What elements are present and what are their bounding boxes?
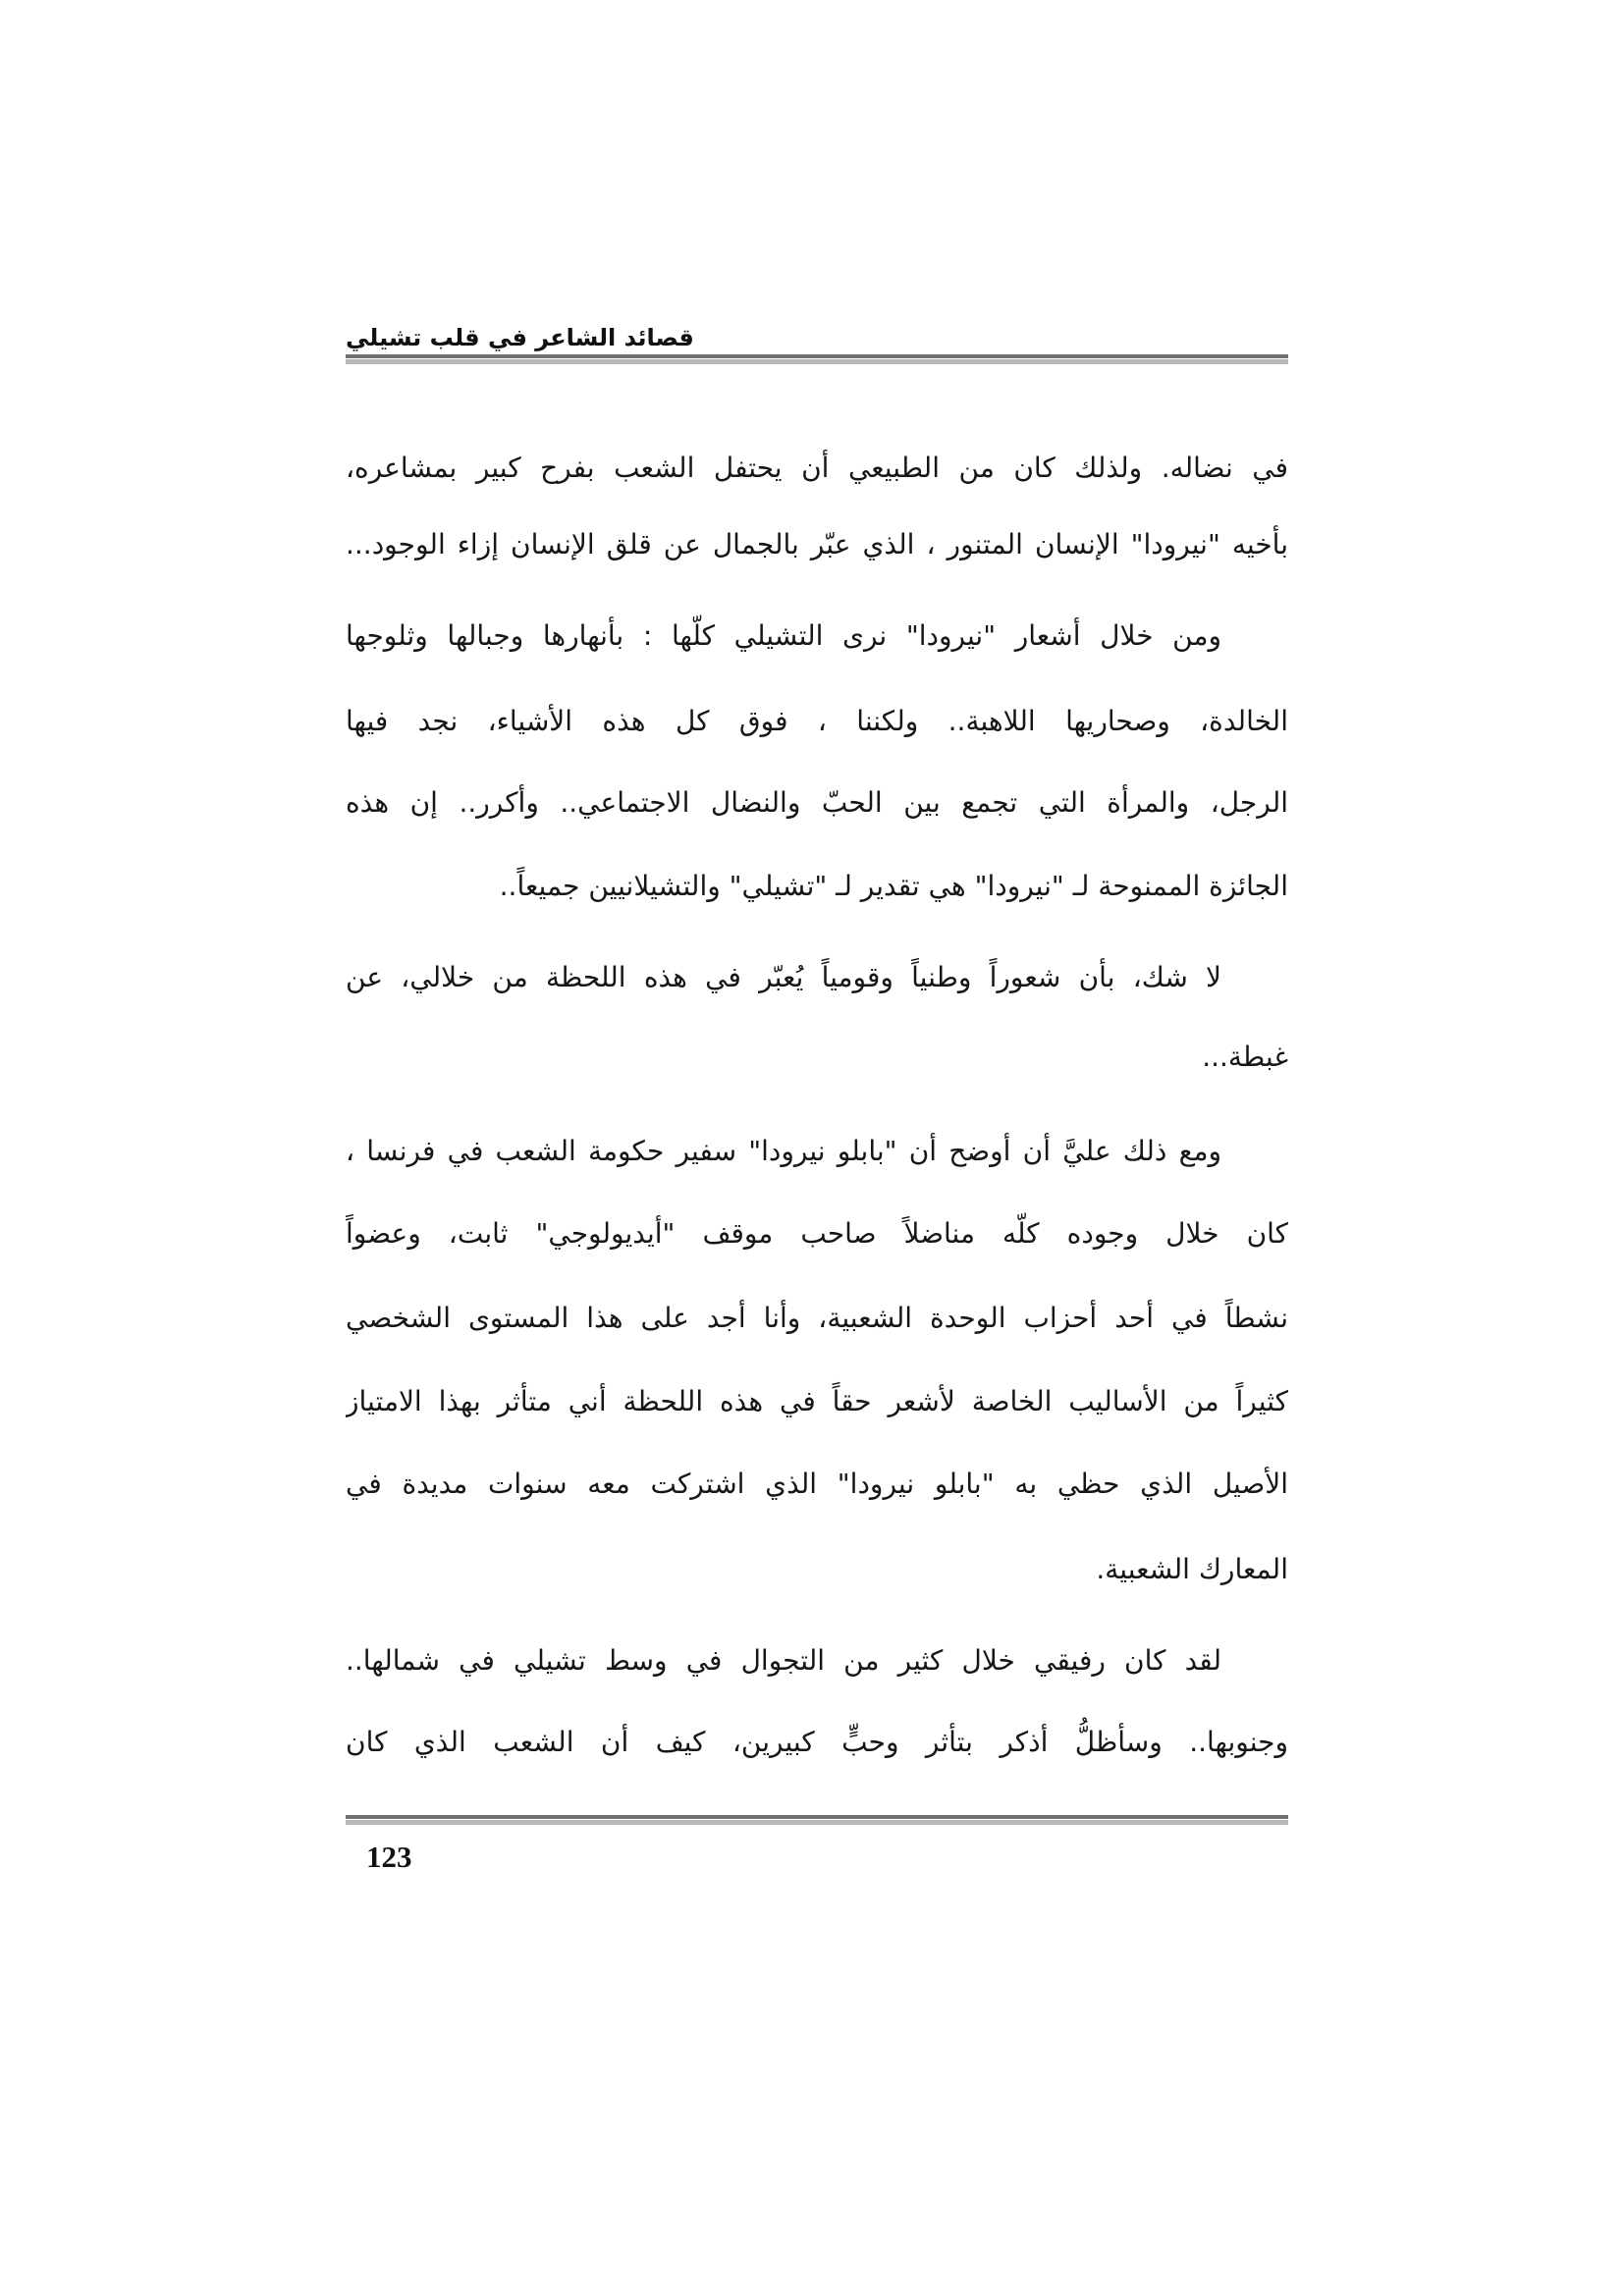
text-line: كان خلال وجوده كلّه مناضلاً صاحب موقف "أيديولوجي" ثابت، وعضواً bbox=[346, 1217, 1288, 1250]
text-line: لقد كان رفيقي خلال كثير من التجوال في وسط تشيلي في شمالها.. bbox=[346, 1644, 1221, 1677]
text-line: لا شك، بأن شعوراً وطنياً وقومياً يُعبّر في هذه اللحظة من خلالي، عن bbox=[346, 961, 1221, 993]
running-header-title: قصائد الشاعر في قلب تشيلي bbox=[346, 324, 694, 351]
header-rule bbox=[346, 354, 1288, 364]
page-number: 123 bbox=[366, 1840, 412, 1874]
text-line: ومع ذلك عليَّ أن أوضح أن "بابلو نيرودا" سفير حكومة الشعب في فرنسا ، bbox=[346, 1135, 1221, 1167]
text-line: المعارك الشعبية. bbox=[1096, 1553, 1288, 1585]
text-line: نشطاً في أحد أحزاب الوحدة الشعبية، وأنا أجد على هذا المستوى الشخصي bbox=[346, 1302, 1288, 1334]
text-line: الخالدة، وصحاريها اللاهبة.. ولكننا ، فوق كل هذه الأشياء، نجد فيها bbox=[346, 705, 1288, 737]
text-line: الرجل، والمرأة التي تجمع بين الحبّ والنضال الاجتماعي.. وأكرر.. إن هذه bbox=[346, 786, 1288, 819]
text-line: بأخيه "نيرودا" الإنسان المتنور ، الذي عبّر بالجمال عن قلق الإنسان إزاء الوجود... bbox=[346, 528, 1288, 561]
text-line: غبطة... bbox=[1202, 1041, 1288, 1073]
footer-rule bbox=[346, 1815, 1288, 1825]
text-line: الجائزة الممنوحة لـ "نيرودا" هي تقدير لـ "تشيلي" والتشيلانيين جميعاً.. bbox=[499, 870, 1288, 902]
text-line: كثيراً من الأساليب الخاصة لأشعر حقاً في هذه اللحظة أني متأثر بهذا الامتياز bbox=[346, 1385, 1288, 1417]
text-line: ومن خلال أشعار "نيرودا" نرى التشيلي كلّها : بأنهارها وجبالها وثلوجها bbox=[346, 619, 1221, 652]
text-line: في نضاله. ولذلك كان من الطبيعي أن يحتفل الشعب بفرح كبير بمشاعره، bbox=[346, 452, 1288, 484]
text-line: وجنوبها.. وسأظلُّ أذكر بتأثر وحبٍّ كبيرين، كيف أن الشعب الذي كان bbox=[346, 1726, 1288, 1758]
text-line: الأصيل الذي حظي به "بابلو نيرودا" الذي اشتركت معه سنوات مديدة في bbox=[346, 1468, 1288, 1500]
